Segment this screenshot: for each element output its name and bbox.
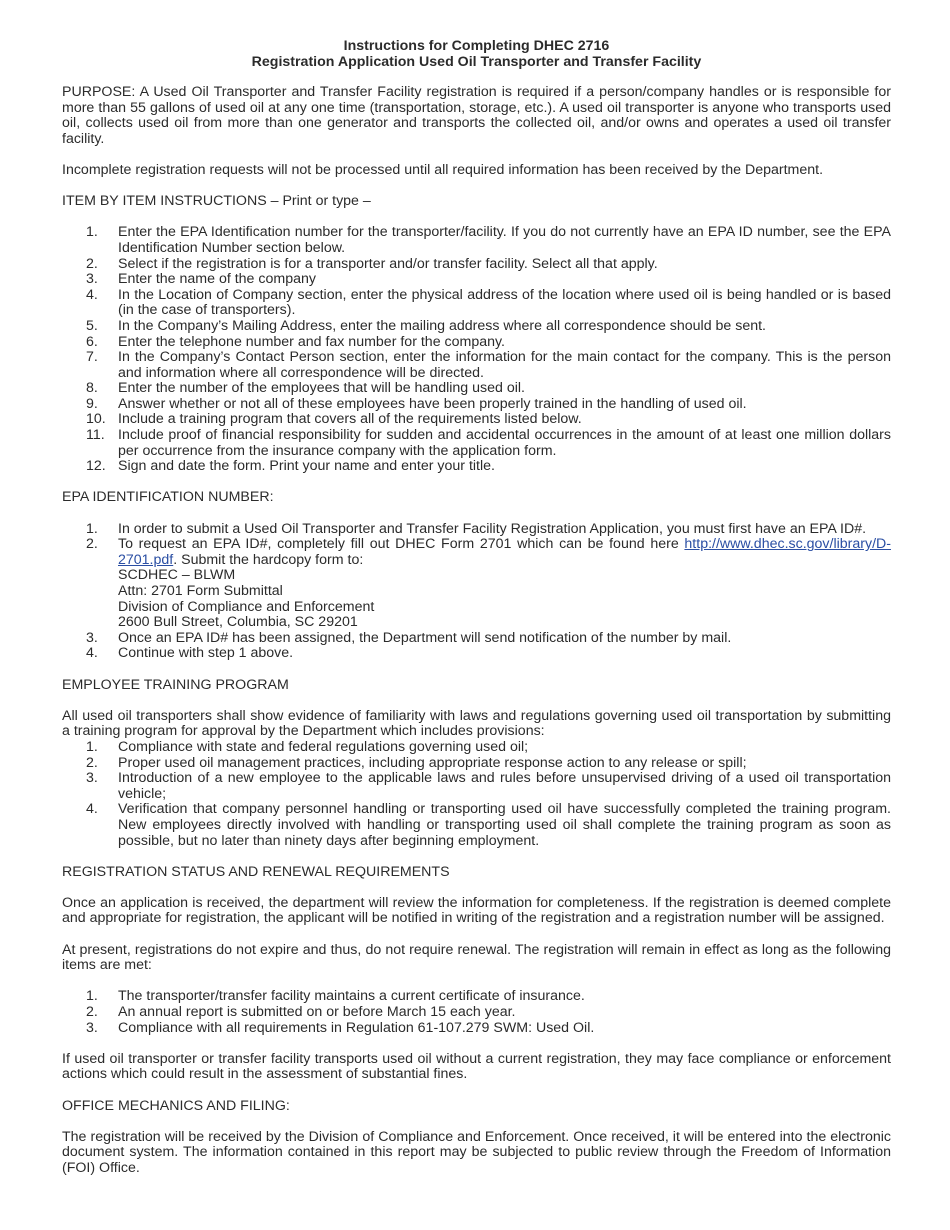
list-item <box>62 802 891 849</box>
status-paragraph-1: Once an application is received, the department will review the information for completeness. If the registration is deemed complete and appropriate for registration, the applicant will be notified in writing of the registration and a registration number will be assigned. <box>62 894 891 927</box>
item-number: 10. <box>86 411 106 428</box>
item-text: Answer whether or not all of these employees have been properly trained in the handling of used oil. <box>118 395 747 412</box>
status-paragraph-2: At present, registrations do not expire and thus, do not require renewal. The registration will remain in effect as long as the following items are met: <box>62 941 891 974</box>
list-item <box>62 272 891 288</box>
item-text: In order to submit a Used Oil Transporter and Transfer Facility Registration Application, you must first have an EPA ID#. <box>118 520 867 537</box>
item-number: 3. <box>86 629 98 646</box>
epa-heading: EPA IDENTIFICATION NUMBER: <box>62 489 274 506</box>
item-text: Proper used oil management practices, including appropriate response action to any release or spill; <box>118 754 747 771</box>
list-item <box>62 381 891 397</box>
item-text-before-link: To request an EPA ID#, completely fill out DHEC Form 2701 which can be found here <box>118 536 685 553</box>
item-text: Enter the telephone number and fax number for the company. <box>118 333 505 350</box>
item-number: 7. <box>86 349 98 366</box>
item-text: The transporter/transfer facility maintains a current certificate of insurance. <box>118 988 585 1005</box>
item-number: 1. <box>86 988 98 1005</box>
item-number: 2. <box>86 754 98 771</box>
item-number: 6. <box>86 333 98 350</box>
list-item <box>62 428 891 459</box>
status-heading: REGISTRATION STATUS AND RENEWAL REQUIREMENTS <box>62 863 450 880</box>
item-text: Compliance with all requirements in Regulation 61-107.279 SWM: Used Oil. <box>118 1019 595 1036</box>
item-number: 2. <box>86 536 98 553</box>
item-number: 3. <box>86 770 98 787</box>
item-number: 2. <box>86 255 98 272</box>
list-item <box>62 740 891 756</box>
item-text: Verification that company personnel handling or transporting used oil have successfully completed the training program. New employees directly involved with handling or transporting used oil shall complete the training program as soon as possible, but no later than ninety days after beginning employment. <box>118 801 891 849</box>
item-text: Enter the name of the company <box>118 271 316 288</box>
address-line-3: Division of Compliance and Enforcement <box>118 598 375 615</box>
list-item <box>62 257 891 273</box>
training-heading: EMPLOYEE TRAINING PROGRAM <box>62 676 289 693</box>
item-number: 3. <box>86 1019 98 1036</box>
item-text: In the Location of Company section, enter the physical address of the location where used oil is being handled or is based (in the case of transporters). <box>118 286 891 319</box>
list-item <box>62 319 891 335</box>
item-text-after-link: . Submit the hardcopy form to: <box>173 551 364 568</box>
item-number: 3. <box>86 271 98 288</box>
item-text: Include a training program that covers all of the requirements listed below. <box>118 411 582 428</box>
item-number: 1. <box>86 520 98 537</box>
list-item <box>62 225 891 256</box>
list-item <box>62 288 891 319</box>
item-number: 4. <box>86 645 98 662</box>
incomplete-notice: Incomplete registration requests will not be processed until all required information has been received by the Department. <box>62 161 824 178</box>
office-heading: OFFICE MECHANICS AND FILING: <box>62 1097 290 1114</box>
item-text: In the Company’s Contact Person section, enter the information for the main contact for the company. This is the person and information where all correspondence will be directed. <box>118 349 891 381</box>
item-number: 1. <box>86 738 98 755</box>
item-number: 4. <box>86 286 98 303</box>
form-2701-link[interactable]: http://www.dhec.sc.gov/library/D-2701.pdf <box>118 536 891 568</box>
status-list <box>62 989 891 1036</box>
list-item <box>62 459 891 475</box>
status-paragraph-3: If used oil transporter or transfer facility transports used oil without a current registration, they may face compliance or enforcement actions which could result in the assessment of substantial fines. <box>62 1050 891 1083</box>
training-list <box>62 740 891 849</box>
item-text: Continue with step 1 above. <box>118 645 294 662</box>
item-text: Once an EPA ID# has been assigned, the Department will send notification of the number by mail. <box>118 629 732 646</box>
list-item <box>62 412 891 428</box>
item-instructions-list <box>62 225 891 475</box>
item-number: 5. <box>86 317 98 334</box>
list-item <box>62 522 891 538</box>
item-number: 9. <box>86 395 98 412</box>
list-item <box>62 537 891 631</box>
list-item <box>62 646 891 662</box>
document-title-line-2: Registration Application Used Oil Transporter and Transfer Facility <box>251 54 702 70</box>
list-item <box>62 989 891 1005</box>
item-instructions-heading: ITEM BY ITEM INSTRUCTIONS – Print or type – <box>62 193 371 210</box>
document-title-line-1: Instructions for Completing DHEC 2716 <box>343 38 610 54</box>
epa-list <box>62 522 891 662</box>
item-text: Compliance with state and federal regulations governing used oil; <box>118 738 529 755</box>
item-number: 4. <box>86 801 98 818</box>
list-item <box>62 397 891 413</box>
list-item <box>62 631 891 647</box>
item-number: 12. <box>86 458 106 475</box>
address-line-2: Attn: 2701 Form Submittal <box>118 583 283 599</box>
purpose-paragraph: PURPOSE: A Used Oil Transporter and Transfer Facility registration is required if a person/company handles or is responsible for more than 55 gallons of used oil at any one time (transportation, storage, etc.). A used oil transporter is anyone who transports used oil, collects used oil from more than one generator and transports the collected oil, and/or owns and operates a used oil transfer facility. <box>62 84 891 147</box>
item-text: Enter the EPA Identification number for the transporter/facility. If you do not currently have an EPA ID number, see the EPA Identification Number section below. <box>118 224 891 256</box>
item-number: 8. <box>86 380 98 397</box>
list-item <box>62 350 891 381</box>
document-page <box>62 38 891 1177</box>
office-paragraph: The registration will be received by the Division of Compliance and Enforcement. Once received, it will be entered into the electronic document system. The information contained in this report may be subjected to public review through the Freedom of Information (FOI) Office. <box>62 1128 891 1176</box>
list-item <box>62 335 891 351</box>
training-intro: All used oil transporters shall show evidence of familiarity with laws and regulations governing used oil transportation by submitting a training program for approval by the Department which includes provisions: <box>62 707 891 740</box>
item-number: 2. <box>86 1004 98 1021</box>
item-text: Enter the number of the employees that will be handling used oil. <box>118 380 525 397</box>
item-text: Select if the registration is for a transporter and/or transfer facility. Select all that apply. <box>118 255 658 272</box>
item-number: 11. <box>86 427 105 444</box>
item-text: Include proof of financial responsibility for sudden and accidental occurrences in the amount of at least one million dollars per occurrence from the insurance company with the application form. <box>118 427 891 459</box>
list-item <box>62 756 891 772</box>
item-text: Sign and date the form. Print your name and enter your title. <box>118 458 495 475</box>
address-line-4: 2600 Bull Street, Columbia, SC 29201 <box>118 614 358 631</box>
item-text: In the Company’s Mailing Address, enter the mailing address where all correspondence should be sent. <box>118 317 767 334</box>
list-item <box>62 771 891 802</box>
item-number: 1. <box>86 224 98 241</box>
address-line-1: SCDHEC – BLWM <box>118 567 236 584</box>
item-text: An annual report is submitted on or before March 15 each year. <box>118 1004 516 1021</box>
item-text: Introduction of a new employee to the applicable laws and rules before unsupervised driving of a used oil transportation vehicle; <box>118 770 891 802</box>
list-item <box>62 1005 891 1021</box>
list-item <box>62 1021 891 1037</box>
